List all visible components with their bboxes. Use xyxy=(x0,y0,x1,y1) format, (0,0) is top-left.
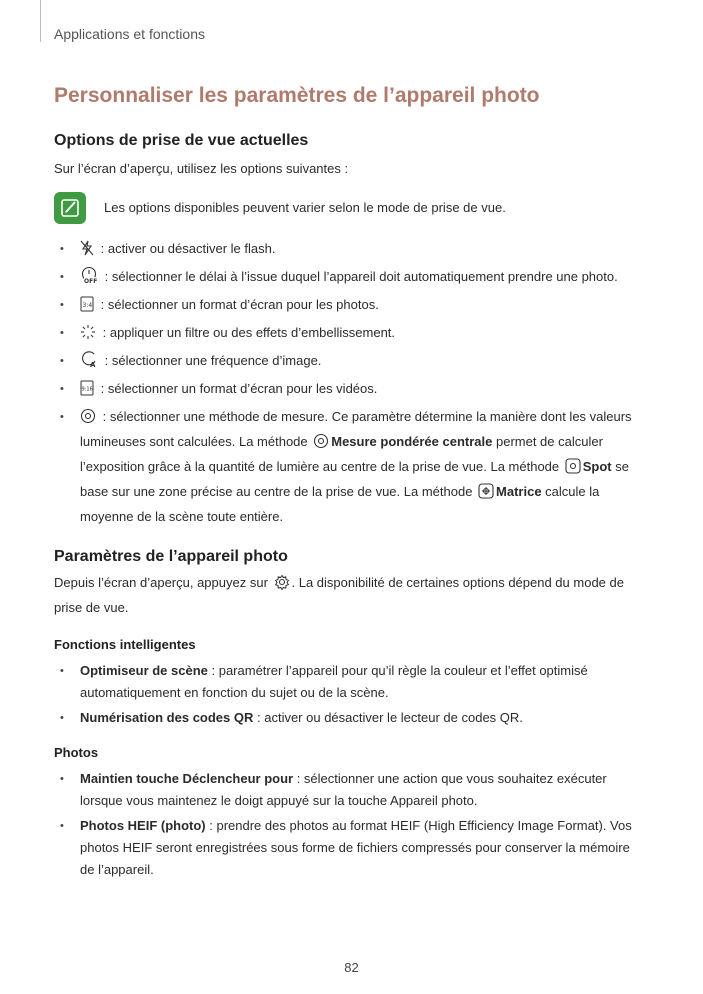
list-item: • OFF : sélectionner le délai à l’issue duquel l’appareil doit automatiquement prendre une photo. xyxy=(54,266,644,291)
subsection-heading-photos: Photos xyxy=(54,745,99,760)
list-item: • 9:16 : sélectionner un format d’écran pour les vidéos. xyxy=(54,378,644,403)
list-item: • : sélectionner une méthode de mesure. Ce paramètre détermine la manière dont les valeurs lumineuses sont calculées. La méthode Mesure pondérée centrale permet de calculer l’exposition grâce à la quantité de lumière au centre de la prise de vue. La méthode Spot se base sur une zone précise au centre de la prise de vue. La méthode Matrice calcule la moyenne de la scène toute entière. xyxy=(54,406,644,528)
center-weighted-icon xyxy=(313,433,329,456)
svg-text:A: • A xyxy=(90,361,96,368)
frame-rate-icon xyxy=(80,350,98,375)
list-item: • Optimiseur de scène : paramétrer l’appareil pour qu’il règle la couleur et l’effet optimisé automatiquement en fonction du sujet ou de la scène. xyxy=(54,660,644,704)
smart-features-list xyxy=(54,660,644,729)
metering-icon xyxy=(80,408,96,431)
subsection-heading-smart: Fonctions intelligentes xyxy=(54,637,196,652)
page-title: Personnaliser les paramètres de l’appareil photo xyxy=(54,84,540,107)
list-item: • 3:4 : sélectionner un format d’écran pour les photos. xyxy=(54,294,644,319)
filter-icon xyxy=(80,324,96,347)
ratio-3-4-icon xyxy=(80,296,94,319)
svg-text:OFF: • OFF xyxy=(84,278,98,284)
note-text: Les options disponibles peuvent varier selon le mode de prise de vue. xyxy=(104,200,506,215)
photos-list xyxy=(54,768,644,881)
page-number: 82 xyxy=(344,960,359,975)
section-intro: Sur l’écran d’aperçu, utilisez les options suivantes : xyxy=(54,161,349,176)
settings-intro: Depuis l’écran d’aperçu, appuyez sur . La disponibilité de certaines options dépend du mode de prise de vue. xyxy=(54,575,624,615)
list-item: • Photos HEIF (photo) : prendre des photos au format HEIF (High Efficiency Image Format). Vos photos HEIF seront enregistrées sous forme de fichiers compressés pour conserver la mémoire de l’appareil. xyxy=(54,815,644,881)
section-heading-shooting-options: Options de prise de vue actuelles xyxy=(54,132,309,149)
timer-off-icon xyxy=(80,266,98,291)
list-item: • : activer ou désactiver le flash. xyxy=(54,238,644,263)
note-icon xyxy=(54,192,86,224)
section-header: Applications et fonctions xyxy=(54,26,205,42)
list-item: • A : sélectionner une fréquence d’image. xyxy=(54,350,644,375)
svg-text:3:4: • 3:4 xyxy=(82,302,93,309)
flash-off-icon xyxy=(80,240,94,263)
list-item: • Numérisation des codes QR : activer ou désactiver le lecteur de codes QR. xyxy=(54,707,644,729)
list-item: • Maintien touche Déclencheur pour : sélectionner une action que vous souhaitez exécuter lorsque vous maintenez le doigt appuyé sur la touche Appareil photo. xyxy=(54,768,644,812)
section-heading-camera-settings: Paramètres de l’appareil photo xyxy=(54,548,288,565)
header-divider xyxy=(40,0,41,42)
page-content xyxy=(54,132,644,884)
ratio-9-16-icon xyxy=(80,380,94,403)
list-item: • : appliquer un filtre ou des effets d’embellissement. xyxy=(54,322,644,347)
shooting-options-list xyxy=(54,238,644,528)
svg-text:9:16: • 9:16 xyxy=(81,386,93,393)
note-box xyxy=(54,192,644,224)
spot-icon xyxy=(565,458,581,481)
settings-gear-icon xyxy=(274,574,290,597)
matrix-icon xyxy=(478,483,494,506)
